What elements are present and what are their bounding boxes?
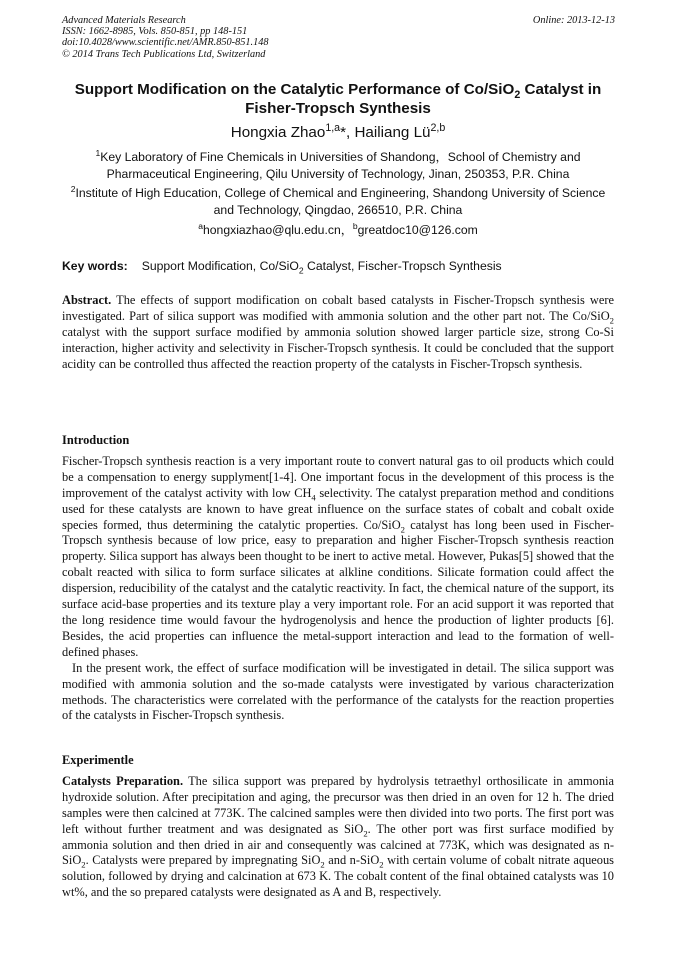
subsection-label: Catalysts Preparation. bbox=[62, 773, 184, 788]
section-heading: Introduction bbox=[62, 433, 130, 447]
journal-copyright: © 2014 Trans Tech Publications Ltd, Switzerland bbox=[62, 48, 266, 60]
keywords: Key words: Support Modification, Co/SiO$_2$ Catalyst, Fischer-Tropsch Synthesis bbox=[62, 259, 502, 276]
abstract-label: Abstract. bbox=[62, 293, 112, 307]
paragraph: Fischer-Tropsch synthesis reaction is a very important route to convert natural gas to oil products which could be a compensation to energy supplyment[1-4]. One important focus in the development of this process is the improvement of the catalyst activity with low $CH_4$ selectivity. The catalyst preparation method and conditions used for these catalysts are known to have great influence on the surface states of cobalt and cobalt oxide species formed, thus determining the catalytic properties. Co/SiO$_2$ catalyst has long been used in Fischer-Tropsch synthesis because of low price, easy to preparation and higher Fischer-Tropsch synthesis reaction property. Silica support has always been thought to be inert to active metal. However, Pukas[5] showed that the cobalt reacted with silica to form surface silicates at alkline conditions. Silicate formation could affect the dispersion, reducibility of the catalyst and the catalytic reactivity. In fact, the chemical nature of the support, its surface acid-base properties and its texture play a very important role. For an acid support it was reported that the long residence time would favour the hydrogenolysis and hence the production of lighter products [6]. Besides, the acid properties can influence the metal-support interaction and lead to the formation of well-defined phases. bbox=[62, 453, 615, 659]
author-name: Hailiang Lü bbox=[354, 124, 431, 141]
abstract: Abstract. The effects of support modification on cobalt based catalysts in Fischer-Tropsch synthesis were investigated. Part of silica support was modified with ammonia solution and the other part not. The Co/SiO$_2$ catalyst with the support surface modified by ammonia solution showed larger particle size, strong Co-Si interaction, higher activity and selectivity in Fischer-Tropsch synthesis. It could be concluded that the support acidity can be controlled thus affected the reaction property of the catalysts in Fischer-Tropsch synthesis. bbox=[62, 293, 614, 371]
paper-title: Support Modification on the Catalytic Performance of Co/SiO$_2$ Catalyst in Fisher-Tropsch Synthesis bbox=[74, 81, 602, 117]
section-heading: Experimentle bbox=[62, 753, 134, 767]
email-a: hongxiazhao@qlu.edu.cn， bbox=[202, 223, 353, 237]
journal-header bbox=[62, 15, 622, 60]
paragraph: In the present work, the effect of surface modification will be investigated in detail. The silica support was modified with ammonia solution and the so-made catalysts were investigated by various characterization methods. The characteristics were correlated with the performance of the catalysts for the reaction properties of the catalysts in Fischer-Tropsch synthesis. bbox=[62, 660, 614, 723]
affiliation-1: $^1$Key Laboratory of Fine Chemicals in Universities of Shandong，School of Chemistry and Pharmaceutical Engineering, Qilu University of Technology, Jinan, 250353, P.R. China bbox=[95, 147, 581, 181]
keywords-label: Key words: bbox=[62, 259, 128, 273]
affiliation-2: $^2$Institute of High Education, College of Chemical and Engineering, Shandong University of Science and Technology, Qingdao, 266510, P.R. China bbox=[70, 183, 606, 217]
experimental-section bbox=[62, 753, 614, 901]
author-name: Hongxia Zhao bbox=[230, 124, 326, 141]
online-date: Online: 2013-12-13 bbox=[532, 15, 615, 26]
journal-doi: doi:10.4028/www.scientific.net/AMR.850-851.148 bbox=[62, 37, 269, 49]
author-emails: $^a$hongxiazhao@qlu.edu.cn，$^b$greatdoc10@126.com bbox=[198, 220, 478, 237]
journal-issn: ISSN: 1662-8985, Vols. 850-851, pp 148-151 bbox=[62, 26, 248, 38]
email-b: greatdoc10@126.com bbox=[357, 223, 478, 237]
introduction-section bbox=[62, 433, 614, 724]
paragraph: Catalysts Preparation. The silica support was prepared by hydrolysis tetraethyl orthosilicate in ammonia hydroxide solution. After precipitation and aging, the precursor was then dried in an oven for 12 h. The dried samples were then calcined at 773K. The calcined samples were then divided into two ports. The first port was left without further treatment and was designated as SiO$_2$. The other port was first surface modified by ammonia solution and then dried in air and consequently was calcined at 773K, which was designated as n-SiO$_2$. Catalysts were prepared by impregnating SiO$_2$ and n-SiO$_2$ with certain volume of cobalt nitrate aqueous solution, followed by drying and calcination at 673 K. The cobalt content of the final obtained catalysts was 10 wt%, and the so prepared catalysts were designated as A and B, respectively. bbox=[62, 773, 614, 900]
author-list: Hongxia Zhao$^{1,a}$*, Hailiang Lü$^{2,b}$ bbox=[230, 121, 446, 141]
journal-name: Advanced Materials Research bbox=[62, 15, 186, 26]
